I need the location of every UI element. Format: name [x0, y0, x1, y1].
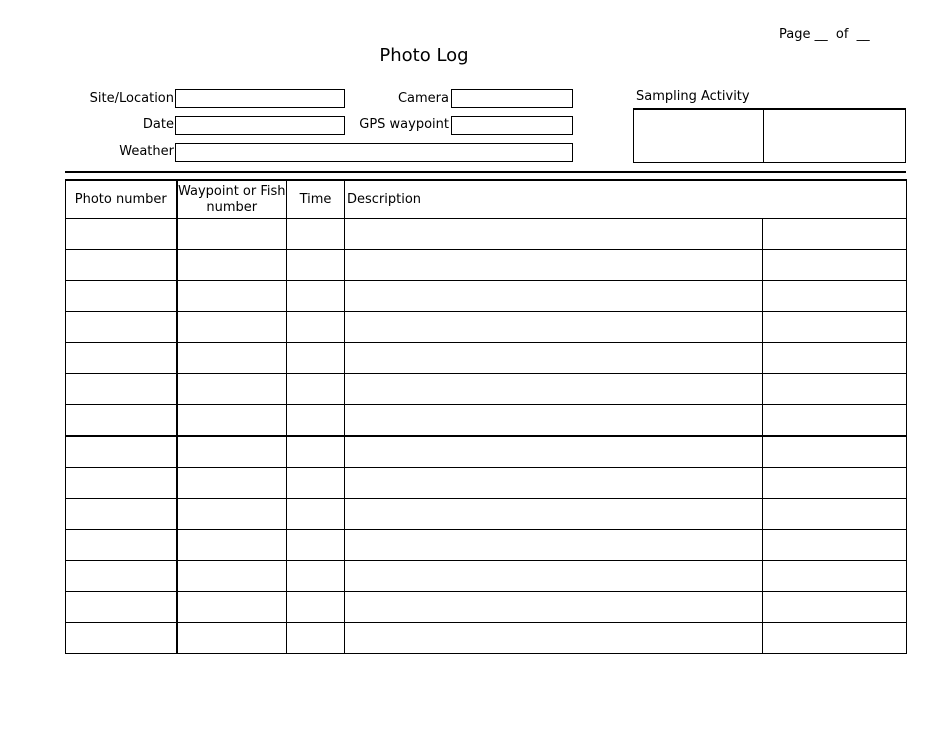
- description-cell[interactable]: [345, 374, 763, 405]
- waypoint-fish-number-cell[interactable]: [177, 281, 287, 312]
- waypoint-fish-number-cell[interactable]: [177, 312, 287, 343]
- camera-field[interactable]: [451, 89, 573, 108]
- waypoint-fish-number-cell[interactable]: [177, 592, 287, 623]
- sampling-activity-field-2[interactable]: [764, 110, 905, 162]
- extra-cell[interactable]: [763, 436, 907, 468]
- description-cell[interactable]: [345, 436, 763, 468]
- time-cell[interactable]: [287, 281, 345, 312]
- photo-number-cell[interactable]: [66, 405, 177, 437]
- time-cell[interactable]: [287, 312, 345, 343]
- table-row: [66, 436, 907, 468]
- table-header-row: [66, 180, 907, 219]
- waypoint-fish-number-cell[interactable]: [177, 499, 287, 530]
- sampling-activity-box: [633, 108, 906, 163]
- extra-cell[interactable]: [763, 281, 907, 312]
- sampling-activity-field-1[interactable]: [634, 110, 764, 162]
- photo-number-cell[interactable]: [66, 374, 177, 405]
- table-row: [66, 405, 907, 437]
- description-cell[interactable]: [345, 592, 763, 623]
- extra-cell[interactable]: [763, 343, 907, 374]
- section-divider: [65, 171, 906, 173]
- waypoint-fish-number-cell[interactable]: [177, 623, 287, 654]
- time-cell[interactable]: [287, 343, 345, 374]
- table-row: [66, 530, 907, 561]
- photo-number-cell[interactable]: [66, 592, 177, 623]
- extra-cell[interactable]: [763, 405, 907, 437]
- waypoint-fish-number-cell[interactable]: [177, 374, 287, 405]
- waypoint-fish-number-cell[interactable]: [177, 468, 287, 499]
- description-cell[interactable]: [345, 561, 763, 592]
- table-row: [66, 592, 907, 623]
- time-cell[interactable]: [287, 468, 345, 499]
- photo-number-cell[interactable]: [66, 343, 177, 374]
- page-title: Photo Log: [379, 45, 469, 66]
- waypoint-fish-number-cell[interactable]: [177, 405, 287, 437]
- extra-cell[interactable]: [763, 250, 907, 281]
- photo-number-cell[interactable]: [66, 530, 177, 561]
- table-row: [66, 561, 907, 592]
- extra-cell[interactable]: [763, 312, 907, 343]
- waypoint-fish-number-cell[interactable]: [177, 343, 287, 374]
- sampling-activity-label: Sampling Activity: [636, 89, 750, 104]
- time-cell[interactable]: [287, 374, 345, 405]
- waypoint-fish-number-cell[interactable]: [177, 436, 287, 468]
- extra-header: [763, 180, 907, 219]
- site-location-field[interactable]: [175, 89, 345, 108]
- description-cell[interactable]: [345, 468, 763, 499]
- weather-field[interactable]: [175, 143, 573, 162]
- waypoint-fish-number-cell[interactable]: [177, 530, 287, 561]
- photo-number-cell[interactable]: [66, 623, 177, 654]
- description-cell[interactable]: [345, 530, 763, 561]
- table-row: [66, 468, 907, 499]
- description-cell[interactable]: [345, 623, 763, 654]
- date-field[interactable]: [175, 116, 345, 135]
- table-row: [66, 623, 907, 654]
- extra-cell[interactable]: [763, 468, 907, 499]
- gps-waypoint-field[interactable]: [451, 116, 573, 135]
- description-cell[interactable]: [345, 281, 763, 312]
- waypoint-fish-number-cell[interactable]: [177, 219, 287, 250]
- description-header: Description: [345, 180, 763, 219]
- time-cell[interactable]: [287, 530, 345, 561]
- time-cell[interactable]: [287, 592, 345, 623]
- photo-number-cell[interactable]: [66, 468, 177, 499]
- page-indicator: Page __ of __: [779, 27, 870, 42]
- extra-cell[interactable]: [763, 374, 907, 405]
- description-cell[interactable]: [345, 405, 763, 437]
- time-cell[interactable]: [287, 561, 345, 592]
- description-cell[interactable]: [345, 343, 763, 374]
- extra-cell[interactable]: [763, 499, 907, 530]
- photo-number-cell[interactable]: [66, 219, 177, 250]
- extra-cell[interactable]: [763, 219, 907, 250]
- date-label: Date: [142, 117, 174, 132]
- table-row: [66, 312, 907, 343]
- time-cell[interactable]: [287, 436, 345, 468]
- table-row: [66, 281, 907, 312]
- time-cell[interactable]: [287, 219, 345, 250]
- photo-number-cell[interactable]: [66, 250, 177, 281]
- photo-number-cell[interactable]: [66, 281, 177, 312]
- time-cell[interactable]: [287, 623, 345, 654]
- table-row: [66, 250, 907, 281]
- extra-cell[interactable]: [763, 623, 907, 654]
- extra-cell[interactable]: [763, 530, 907, 561]
- table-row: [66, 499, 907, 530]
- time-cell[interactable]: [287, 499, 345, 530]
- gps-waypoint-label: GPS waypoint: [359, 117, 449, 132]
- extra-cell[interactable]: [763, 592, 907, 623]
- photo-log-table: [65, 179, 907, 654]
- time-cell[interactable]: [287, 405, 345, 437]
- table-row: [66, 374, 907, 405]
- description-cell[interactable]: [345, 499, 763, 530]
- waypoint-fish-number-cell[interactable]: [177, 250, 287, 281]
- site-location-label: Site/Location: [89, 91, 174, 106]
- table-row: [66, 343, 907, 374]
- waypoint-fish-number-header: Waypoint or Fish number: [177, 180, 287, 219]
- photo-number-cell[interactable]: [66, 561, 177, 592]
- weather-label: Weather: [119, 144, 174, 159]
- description-cell[interactable]: [345, 219, 763, 250]
- extra-cell[interactable]: [763, 561, 907, 592]
- camera-label: Camera: [397, 91, 449, 106]
- description-cell[interactable]: [345, 312, 763, 343]
- photo-number-cell[interactable]: [66, 499, 177, 530]
- time-header: Time: [287, 180, 345, 219]
- time-cell[interactable]: [287, 250, 345, 281]
- description-cell[interactable]: [345, 250, 763, 281]
- waypoint-fish-number-cell[interactable]: [177, 561, 287, 592]
- photo-number-cell[interactable]: [66, 436, 177, 468]
- photo-number-header: Photo number: [66, 180, 177, 219]
- table-row: [66, 219, 907, 250]
- photo-number-cell[interactable]: [66, 312, 177, 343]
